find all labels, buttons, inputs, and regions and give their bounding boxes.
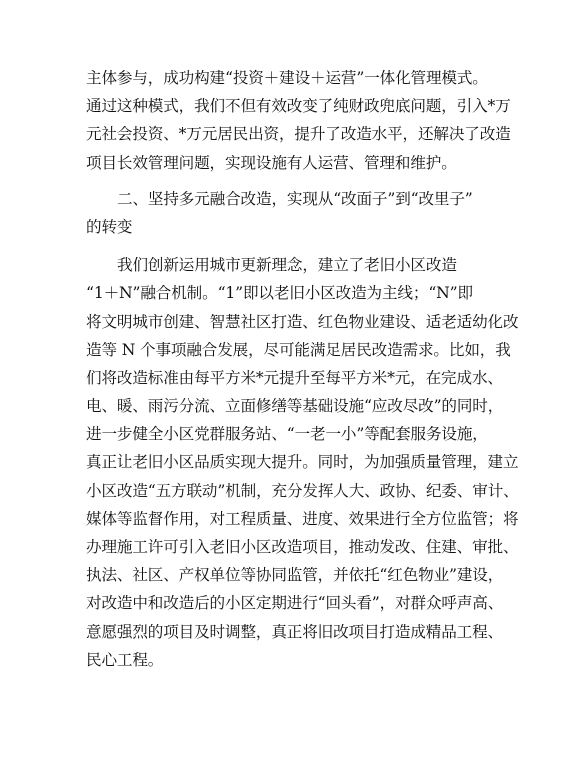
text-line: 造等 N 个事项融合发展，尽可能满足居民改造需求。比如，我 [86, 340, 511, 359]
text-line: 主体参与，成功构建“投资＋建设＋运营”一体化管理模式。 [86, 69, 488, 87]
text-line: 小区改造“五方联动”机制，充分发挥人大、政协、纪委、审计、 [86, 481, 519, 500]
text-line: 通过这种模式，我们不但有效改变了纯财政兜底问题，引入*万 [86, 97, 511, 116]
text-line: 我们创新运用城市更新理念，建立了老旧小区改造 [117, 256, 457, 275]
text-line: 媒体等监督作用，对工程质量、进度、效果进行全方位监管；将 [86, 509, 519, 528]
text-line: 意愿强烈的项目及时调整，真正将旧改项目打造成精品工程、 [86, 622, 503, 641]
text-line: 们将改造标准由每平方米*元提升至每平方米*元，在完成水、 [86, 368, 503, 387]
paragraph-implementation-model [86, 64, 511, 177]
text-line: 真正让老旧小区品质实现大提升。同时，为加强质量管理，建立 [86, 453, 519, 472]
text-line: 电、暖、雨污分流、立面修缮等基础设施“应改尽改”的同时， [86, 397, 504, 416]
heading-line: 二、坚持多元融合改造，实现从“改面子”到“改里子” [117, 189, 473, 208]
document-body [86, 64, 519, 674]
text-line: 执法、社区、产权单位等协同监管，并依托“红色物业”建设， [86, 566, 504, 585]
text-line: “1＋N”融合机制。“1”即以老旧小区改造为主线；“N”即 [86, 284, 473, 303]
text-line: 项目长效管理问题，实现设施有人运营、管理和维护。 [86, 153, 457, 172]
text-line: 元社会投资、*万元居民出资，提升了改造水平，还解决了改造 [86, 125, 511, 144]
text-line: 进一步健全小区党群服务站、“一老一小”等配套服务设施， [86, 425, 488, 444]
heading-line: 的转变 [86, 217, 133, 236]
text-line: 民心工程。 [86, 650, 164, 669]
paragraph-integrated-renovation [86, 251, 519, 674]
text-line: 将文明城市创建、智慧社区打造、红色物业建设、适老适幼化改 [86, 312, 519, 331]
text-line: 对改造中和改造后的小区定期进行“回头看”，对群众呼声高、 [86, 594, 504, 613]
text-line: 办理施工许可引入老旧小区改造项目，推动发改、住建、审批、 [86, 538, 519, 556]
section-heading [86, 185, 506, 241]
